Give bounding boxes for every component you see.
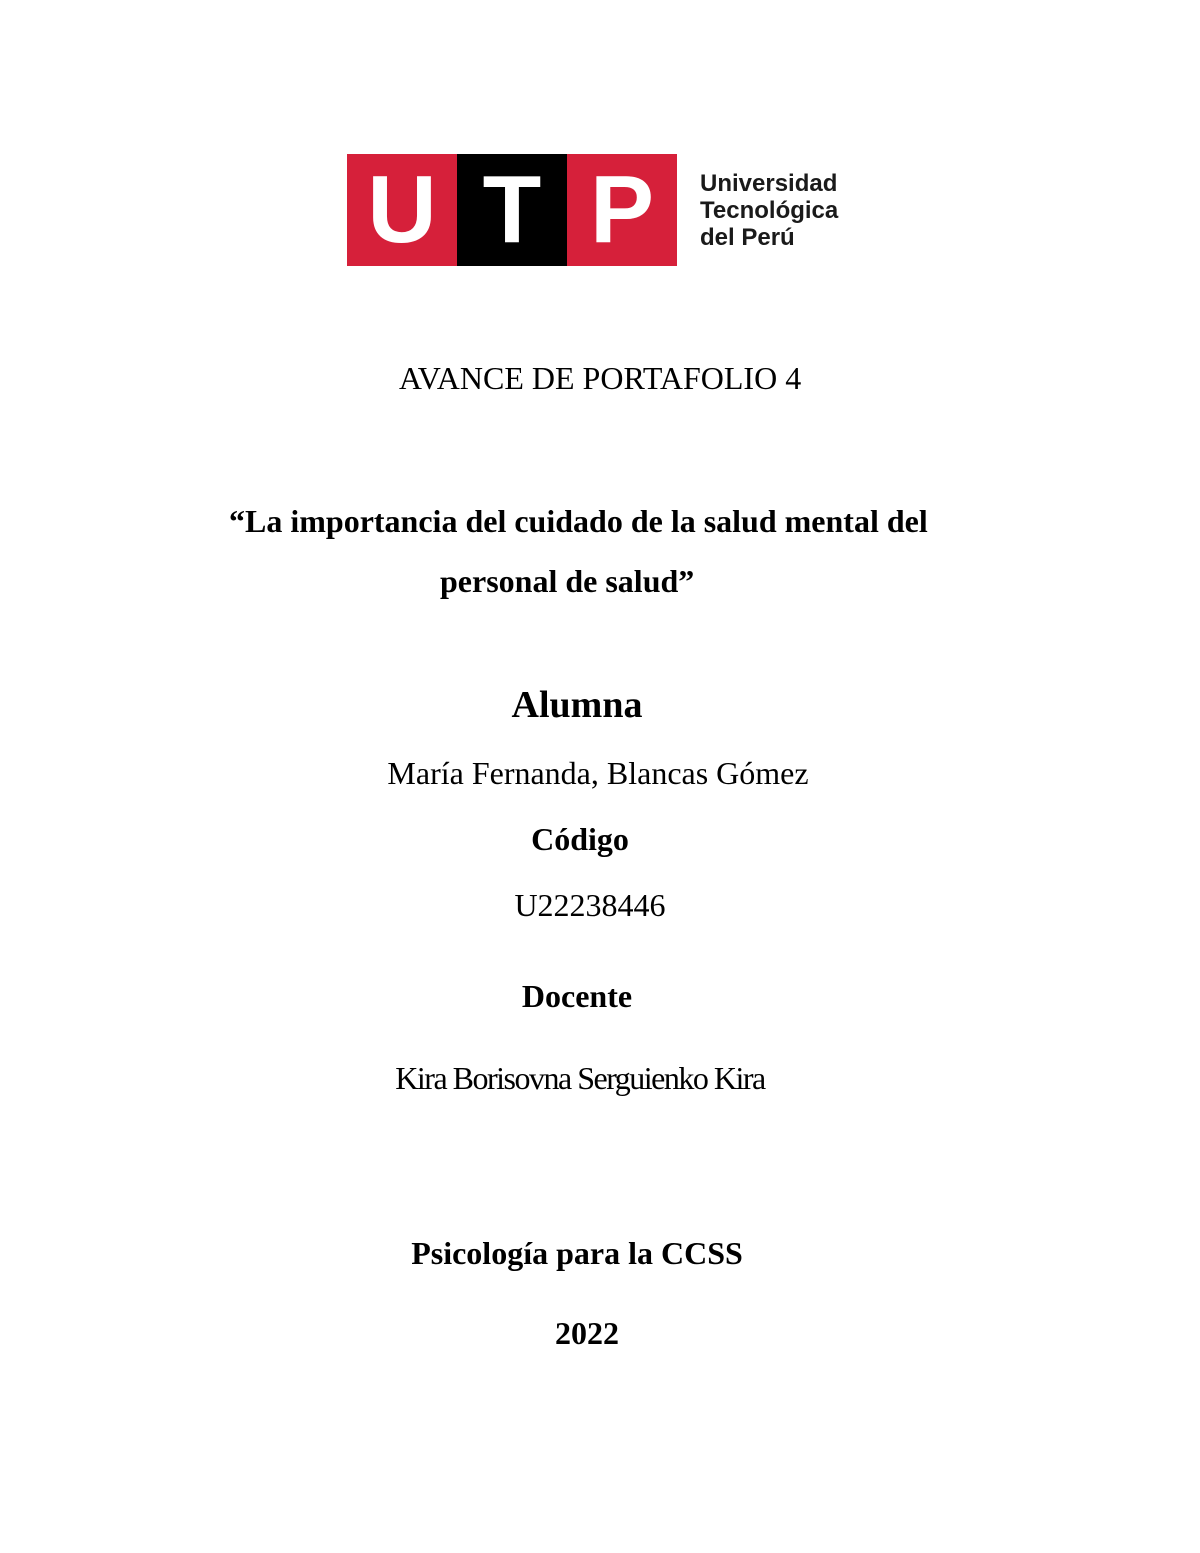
- thesis-title-line-2: personal de salud”: [440, 563, 695, 599]
- student-label: Alumna: [511, 684, 643, 726]
- logo-line-del-peru: del Perú: [700, 224, 795, 251]
- code-label: Código: [531, 821, 629, 857]
- teacher-name: Kira Borisovna Serguienko Kira: [395, 1060, 765, 1096]
- logo-letter-p: P: [567, 154, 677, 266]
- document-title: AVANCE DE PORTAFOLIO 4: [398, 360, 802, 396]
- document-year: 2022: [555, 1315, 619, 1351]
- logo-letter-u: U: [347, 154, 457, 266]
- logo-wordmark: [700, 170, 838, 251]
- teacher-label: Docente: [521, 978, 633, 1014]
- utp-logo: [347, 154, 857, 266]
- logo-letter-t: T: [457, 154, 567, 266]
- thesis-title-line-1: “La importancia del cuidado de la salud mental del: [229, 503, 928, 539]
- student-name: María Fernanda, Blancas Gómez: [387, 755, 809, 791]
- logo-line-universidad: Universidad: [700, 170, 838, 197]
- code-value: U22238446: [514, 887, 666, 923]
- logo-line-tecnologica: Tecnológica: [700, 197, 839, 224]
- course-name: Psicología para la CCSS: [411, 1235, 743, 1271]
